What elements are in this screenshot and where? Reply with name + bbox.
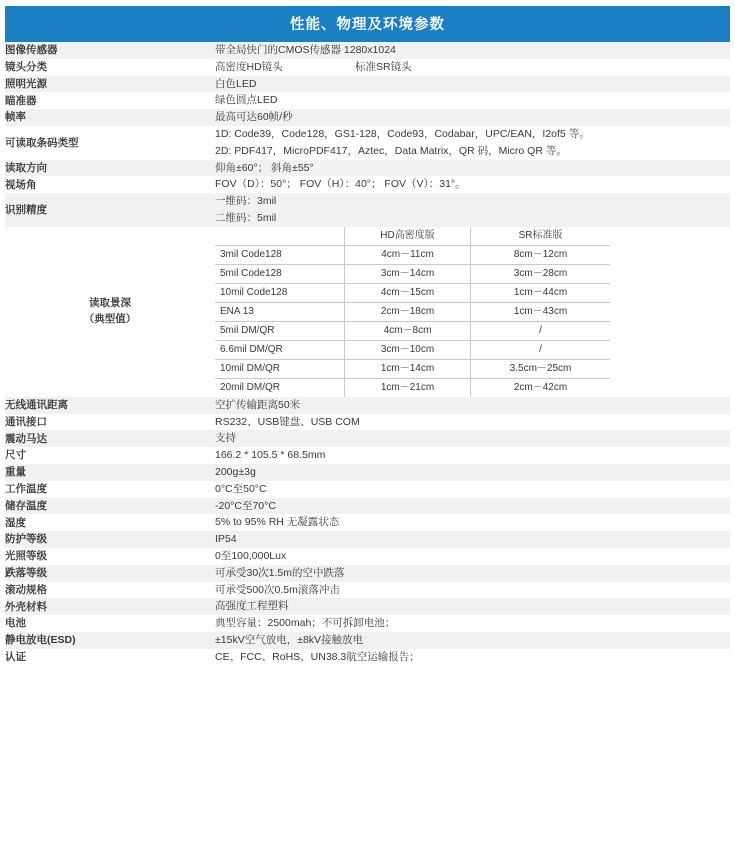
row-label: 跌落等级 xyxy=(5,567,47,579)
row-value xyxy=(215,414,730,431)
dof-sr: 8cm－12cm xyxy=(471,245,610,264)
row-value xyxy=(215,514,730,531)
dof-code: 5mil DM/QR xyxy=(215,321,345,340)
value-line: 可承受500次0.5m滚落冲击 xyxy=(215,583,340,596)
row-label: 照明光源 xyxy=(5,77,47,90)
table-row xyxy=(5,481,730,498)
dof-hd: 3cm－14cm xyxy=(345,264,471,283)
row-value xyxy=(215,397,730,414)
dof-sr: 1cm－43cm xyxy=(471,302,610,321)
row-value xyxy=(215,126,730,160)
row-value xyxy=(215,464,730,481)
value-line: 166.2 * 105.5 * 68.5mm xyxy=(215,449,326,462)
table-row-depth-of-field xyxy=(5,227,730,397)
row-label: 静电放电(ESD) xyxy=(5,634,76,647)
value-line: 高强度工程塑料 xyxy=(215,600,289,613)
value-line: 仰角±60°； 斜角±55° xyxy=(215,161,314,174)
value-line: 5% to 95% RH 无凝露状态 xyxy=(215,516,340,529)
table-row xyxy=(5,447,730,464)
row-value xyxy=(215,193,730,227)
spec-sheet xyxy=(0,6,735,666)
dof-code: 5mil Code128 xyxy=(215,264,345,283)
dof-code: 6.6mil DM/QR xyxy=(215,340,345,359)
dof-label-line2: （典型值） xyxy=(83,312,137,325)
table-row xyxy=(5,126,730,160)
value-line: 支持 xyxy=(215,432,236,445)
row-label: 储存温度 xyxy=(5,499,47,512)
dof-sr: / xyxy=(471,321,610,340)
table-row xyxy=(5,582,730,599)
row-value xyxy=(215,498,730,515)
row-value xyxy=(215,59,730,76)
row-label: 识别精度 xyxy=(5,203,47,216)
value-line: ±15kV空气放电，±8kV接触放电 xyxy=(215,633,364,646)
row-label: 工作温度 xyxy=(5,483,47,496)
value-line: 二维码：5mil xyxy=(215,211,277,224)
table-row xyxy=(5,193,730,227)
dof-col-blank xyxy=(215,227,345,246)
row-label: 图像传感器 xyxy=(5,44,58,57)
table-row xyxy=(5,176,730,193)
table-row xyxy=(5,397,730,414)
table-row xyxy=(5,548,730,565)
dof-label-line1: 读取景深 xyxy=(89,297,131,310)
row-label: 震动马达 xyxy=(5,432,47,445)
table-row xyxy=(5,76,730,93)
dof-hd: 3cm－10cm xyxy=(345,340,471,359)
value-line: 带全局快门的CMOS传感器 1280x1024 xyxy=(215,44,396,56)
value-line: 最高可达60帧/秒 xyxy=(215,111,293,124)
dof-code: ENA 13 xyxy=(215,302,345,321)
row-label: 认证 xyxy=(5,650,26,663)
row-value xyxy=(215,92,730,109)
dof-header-row xyxy=(215,227,610,246)
table-row xyxy=(5,160,730,177)
dof-sr: / xyxy=(471,340,610,359)
dof-row xyxy=(215,245,610,264)
dof-hd: 2cm－18cm xyxy=(345,302,471,321)
table-row xyxy=(5,598,730,615)
row-label: 瞄准器 xyxy=(5,94,37,107)
dof-row xyxy=(215,378,610,397)
dof-hd: 1cm－21cm xyxy=(345,378,471,397)
row-label: 尺寸 xyxy=(5,449,26,462)
row-value xyxy=(215,227,730,397)
row-label xyxy=(5,227,215,397)
table-row xyxy=(5,615,730,632)
row-label: 读取方向 xyxy=(5,161,47,174)
value-line: 0至100,000Lux xyxy=(215,549,287,562)
value-line: IP54 xyxy=(215,533,237,546)
row-label: 帧率 xyxy=(5,111,26,124)
dof-row xyxy=(215,264,610,283)
spec-table xyxy=(5,42,730,666)
dof-row xyxy=(215,340,610,359)
page-title: 性能、物理及环境参数 xyxy=(5,6,730,42)
dof-row xyxy=(215,302,610,321)
table-row xyxy=(5,531,730,548)
dof-hd: 4cm－15cm xyxy=(345,283,471,302)
value-line: 可承受30次1.5m的空中跌落 xyxy=(215,566,345,579)
row-label: 防护等级 xyxy=(5,533,47,546)
row-value xyxy=(215,531,730,548)
row-value xyxy=(215,615,730,632)
value-line: 2D: PDF417，MicroPDF417，Aztec，Data Matrix，QR 码，Micro QR 等。 xyxy=(215,144,567,157)
lens-sr-label: 标准SR镜头 xyxy=(355,60,412,73)
table-row xyxy=(5,430,730,447)
row-value xyxy=(215,481,730,498)
value-line: 1D: Code39，Code128，GS1-128，Code93，Codabar，UPC/EAN，I2of5 等。 xyxy=(215,127,590,140)
row-label: 电池 xyxy=(5,617,26,630)
row-value xyxy=(215,160,730,177)
value-line: -20°C至70°C xyxy=(215,499,276,512)
dof-code: 20mil DM/QR xyxy=(215,378,345,397)
dof-code: 3mil Code128 xyxy=(215,245,345,264)
row-label: 湿度 xyxy=(5,516,26,529)
table-row xyxy=(5,464,730,481)
dof-hd: 4cm－11cm xyxy=(345,245,471,264)
dof-code: 10mil DM/QR xyxy=(215,359,345,378)
dof-hd: 4cm－8cm xyxy=(345,321,471,340)
lens-hd-label: 高密度HD镜头 xyxy=(215,60,283,73)
table-row xyxy=(5,42,730,59)
row-value xyxy=(215,430,730,447)
dof-sr: 3cm－28cm xyxy=(471,264,610,283)
table-row xyxy=(5,498,730,515)
row-value xyxy=(215,76,730,93)
row-label: 通讯接口 xyxy=(5,415,47,428)
dof-col-hd: HD高密度版 xyxy=(345,227,471,246)
table-row xyxy=(5,565,730,582)
value-line: 白色LED xyxy=(215,77,257,90)
row-label: 无线通讯距离 xyxy=(5,399,68,412)
dof-code: 10mil Code128 xyxy=(215,283,345,302)
row-label: 可读取条码类型 xyxy=(5,136,79,149)
table-row xyxy=(5,632,730,649)
lens-columns xyxy=(215,59,730,76)
value-line: FOV（D）：50°； FOV（H）：40°； FOV（V）：31°。 xyxy=(215,178,466,191)
dof-hd: 1cm－14cm xyxy=(345,359,471,378)
table-row xyxy=(5,92,730,109)
value-line: 绿色圆点LED xyxy=(215,94,278,107)
row-value xyxy=(215,598,730,615)
dof-row xyxy=(215,283,610,302)
table-row xyxy=(5,59,730,76)
dof-sr: 2cm－42cm xyxy=(471,378,610,397)
row-value xyxy=(215,548,730,565)
table-row xyxy=(5,514,730,531)
dof-col-sr: SR标准版 xyxy=(471,227,610,246)
row-label: 镜头分类 xyxy=(5,61,47,74)
row-label: 外壳材料 xyxy=(5,600,47,613)
row-label: 光照等级 xyxy=(5,550,47,563)
row-label: 重量 xyxy=(5,466,26,479)
dof-sr: 1cm－44cm xyxy=(471,283,610,302)
row-value xyxy=(215,42,730,59)
value-line: 一维码：3mil xyxy=(215,195,277,208)
row-label: 滚动规格 xyxy=(5,583,47,596)
value-line: RS232、USB键盘、USB COM xyxy=(215,415,360,428)
table-row xyxy=(5,649,730,666)
row-value xyxy=(215,447,730,464)
value-line: 典型容量：2500mah；不可拆卸电池； xyxy=(215,617,396,630)
value-line: 0°C至50°C xyxy=(215,482,267,495)
value-line: 空扩传输距离50米 xyxy=(215,398,301,411)
row-value xyxy=(215,632,730,649)
dof-sr: 3.5cm－25cm xyxy=(471,359,610,378)
row-value xyxy=(215,649,730,666)
table-row xyxy=(5,414,730,431)
row-value xyxy=(215,582,730,599)
row-value xyxy=(215,109,730,126)
spec-table-body xyxy=(5,42,730,666)
dof-row xyxy=(215,359,610,378)
row-value xyxy=(215,176,730,193)
dof-row xyxy=(215,321,610,340)
value-line: 200g±3g xyxy=(215,465,256,478)
value-line: CE、FCC、RoHS、UN38.3航空运输报告； xyxy=(215,650,420,663)
row-value xyxy=(215,565,730,582)
depth-of-field-table xyxy=(215,227,610,397)
row-label: 视场角 xyxy=(5,178,37,191)
table-row xyxy=(5,109,730,126)
